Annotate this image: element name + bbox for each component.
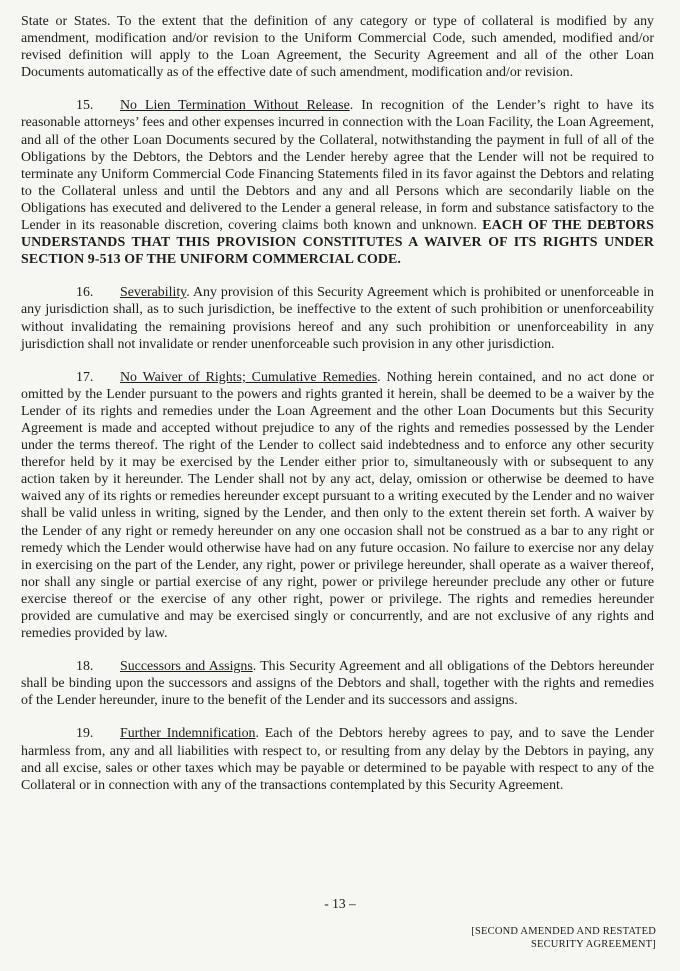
section-18 [21, 658, 654, 709]
section-heading: Severability [120, 285, 187, 301]
section-body: . In recognition of the Lender’s right to have its reasonable attorneys’ fees and other expenses incurred in connection with the Loan Facility, the Loan Agreement, and all of the other Loan Documents secured by the Collateral, notwithstanding the payment in full of all of the Obligations by the Debtors, the Debtors and the Lender hereby agree that the Lender will not be required to terminate any Uniform Commercial Code Financing Statements filed in its favor against the Debtors and relating to the Collateral unless and until the Debtors and any and all Persons which are secondarily liable on the Obligations has executed and delivered to the Lender a general release, in form and substance satisfactory to the Lender in its reasonable discretion, covering claims both known and unknown. [21, 98, 654, 234]
section-number: 17. [76, 369, 94, 385]
section-heading: Further Indemnification [120, 726, 256, 742]
footer-line-1: [SECOND AMENDED AND RESTATED [471, 926, 656, 937]
document-footer-label [471, 925, 656, 951]
section-body: . Each of the Debtors hereby agrees to pay, and to save the Lender harmless from, any and all liabilities with respect to, or resulting from any delay by the Debtors in paying, any and all excise, sales or other taxes which may be payable or determined to be payable with respect to any of the Collateral or in connection with any of the transactions contemplated by this Security Agreement. [21, 726, 654, 793]
section-heading: Successors and Assigns [120, 659, 253, 675]
section-16 [21, 284, 654, 352]
section-emphasis: EACH OF THE DEBTORS UNDERSTANDS THAT THIS PROVISION CONSTITUTES A WAIVER OF ITS RIGHTS UNDER SECTION 9-513 OF THE UNIFORM COMMERCIAL CODE. [21, 218, 654, 268]
section-body: . Any provision of this Security Agreement which is prohibited or unenforceable in any jurisdiction shall, as to such jurisdiction, be ineffective to the extent of such prohibition or unenforceability without invalidating the remaining provisions hereof and any such prohibition or unenforceability in any jurisdiction shall not invalidate or render unenforceable such provision in any other jurisdiction. [21, 285, 654, 352]
section-heading: No Waiver of Rights; Cumulative Remedies [120, 369, 378, 385]
section-body: . This Security Agreement and all obligations of the Debtors hereunder shall be binding upon the successors and assigns of the Debtors and shall, together with the rights and remedies of the Lender hereunder, inure to the benefit of the Lender and its successors and assigns. [21, 659, 655, 709]
section-15 [21, 97, 654, 268]
section-heading: No Lien Termination Without Release [120, 98, 350, 114]
page-number: - 13 – [324, 896, 356, 911]
section-17 [21, 369, 654, 643]
section-number: 16. [76, 285, 94, 301]
section-19 [21, 725, 654, 793]
footer-line-2: SECURITY AGREEMENT] [530, 939, 656, 950]
section-number: 19. [76, 726, 94, 742]
intro-paragraph: State or States. To the extent that the definition of any category or type of collateral is modified by any amendment, modification and/or revision to the Uniform Commercial Code, such amended, modified and/or revised definition will apply to the Loan Agreement, the Security Agreement and all of the other Loan Documents automatically as of the effective date of such amendment, modification and/or revision. [21, 14, 654, 81]
section-number: 18. [76, 659, 94, 675]
section-number: 15. [76, 98, 94, 114]
section-body: . Nothing herein contained, and no act done or omitted by the Lender pursuant to the powers and rights granted it herein, shall be deemed to be a waiver by the Lender of its rights and remedies under the Loan Agreement and the other Loan Documents but this Security Agreement is made and accepted without prejudice to any of the rights and remedies possessed by the Lender under the terms thereof. The right of the Lender to collect said indebtedness and to enforce any other security therefor held by it may be exercised by the Lender either prior to, simultaneously with or subsequent to any action taken by it hereunder. The Lender shall not by any act, delay, omission or otherwise be deemed to have waived any of its rights or remedies hereunder except pursuant to a writing executed by the Lender and no waiver shall be valid unless in writing, signed by the Lender, and then only to the extent therein set forth. A waiver by the Lender of any right or remedy hereunder on any one occasion shall not be construed as a bar to any right or remedy which the Lender would otherwise have had on any future occasion. No failure to exercise nor any delay in exercising on the part of the Lender, any right, power or privilege hereunder, shall operate as a waiver thereof, nor shall any single or partial exercise of any right, power or privilege hereunder preclude any other or future exercise thereof or the exercise of any other right, power or privilege. The rights and remedies hereunder provided are cumulative and may be exercised singly or concurrently, and are not exclusive of any rights and remedies provided by law. [21, 369, 654, 642]
